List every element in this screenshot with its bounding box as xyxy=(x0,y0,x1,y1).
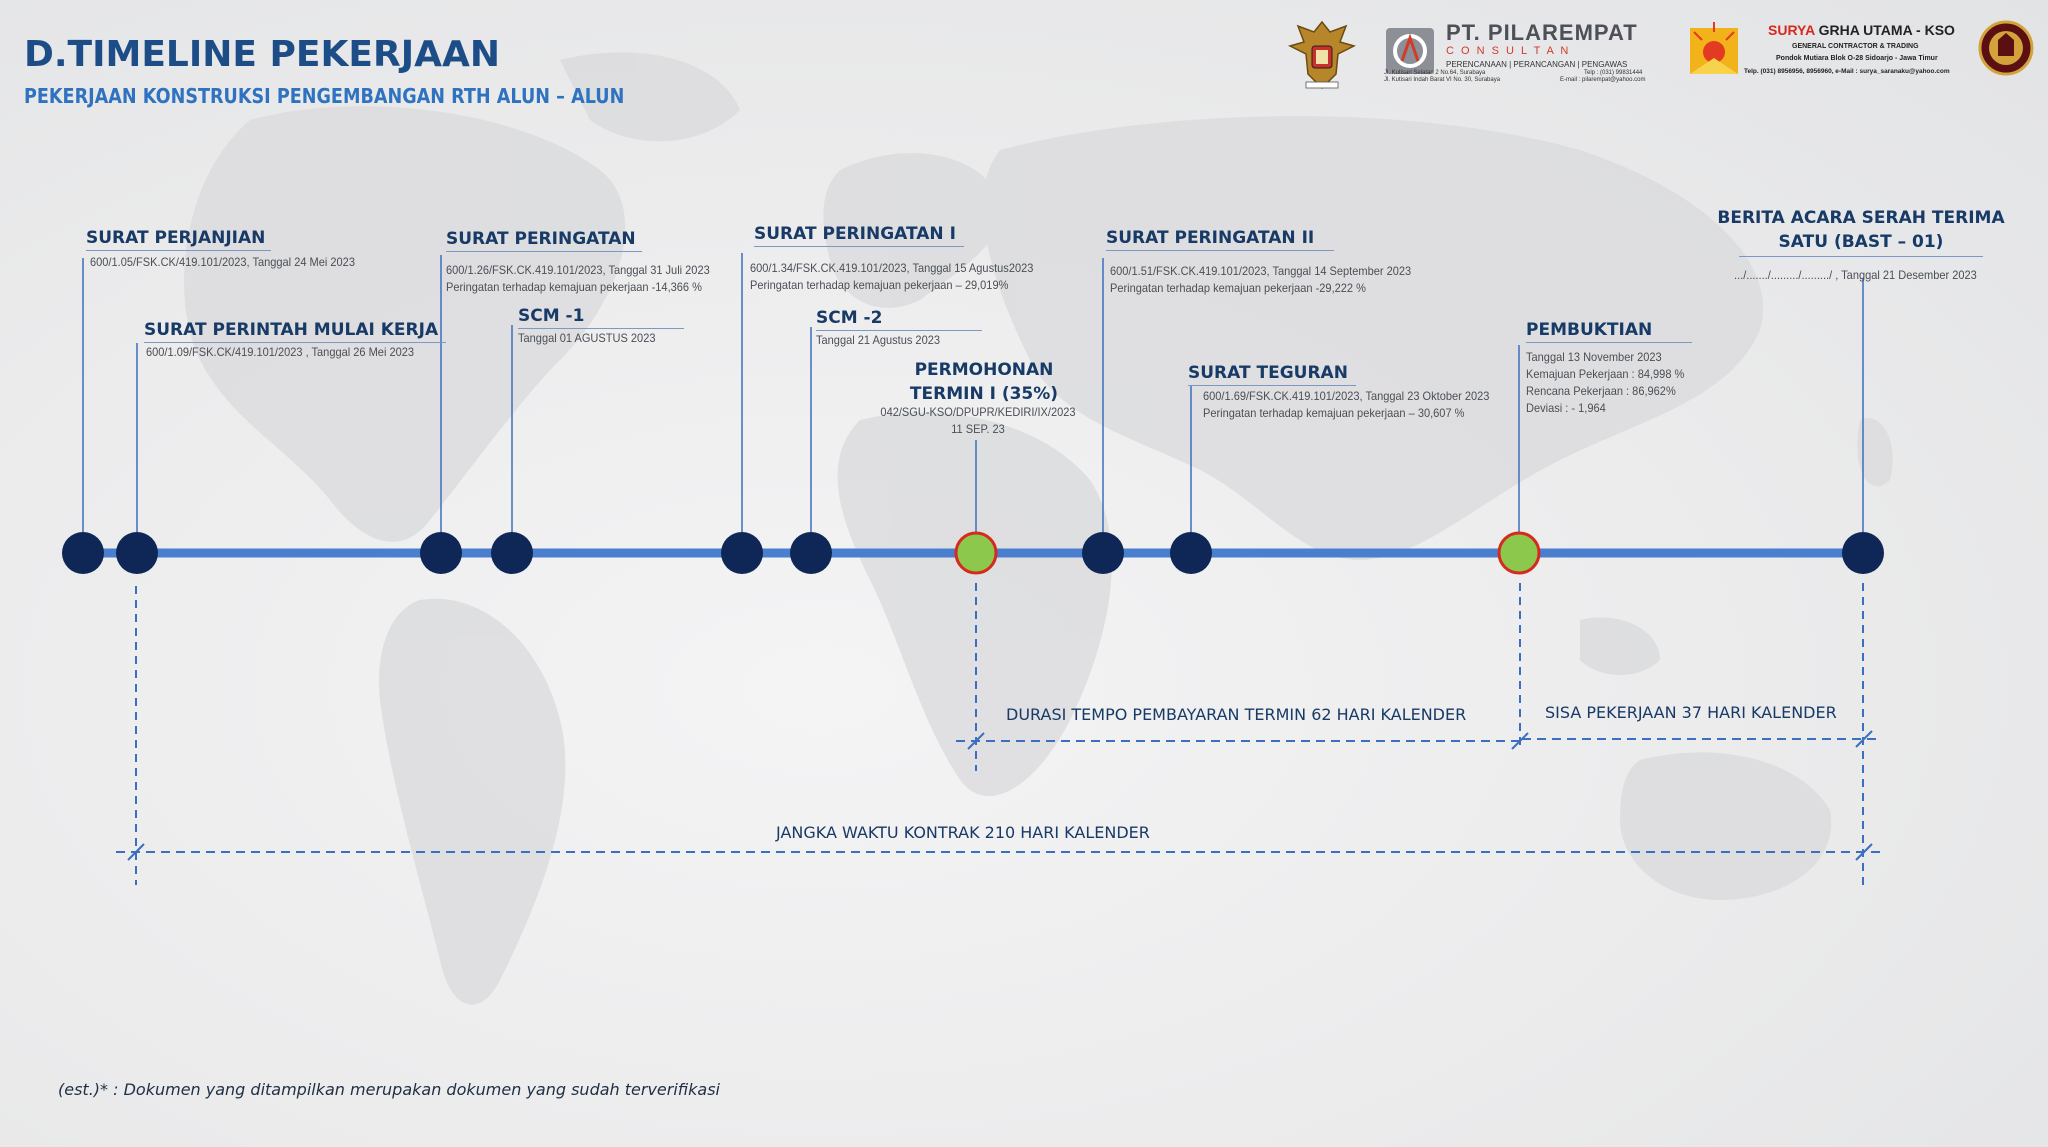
node-scm2 xyxy=(790,532,832,574)
event-10-title: PEMBUKTIAN xyxy=(1526,320,1692,343)
span-termin-label: DURASI TEMPO PEMBAYARAN TERMIN 62 HARI KALENDER xyxy=(1006,705,1467,724)
event-10-detail-2: Kemajuan Pekerjaan : 84,998 % xyxy=(1526,367,1685,381)
event-9-title: SURAT TEGURAN xyxy=(1188,363,1356,386)
surya-line1: GENERAL CONTRACTOR & TRADING xyxy=(1792,43,1919,50)
event-5-detail-1: 600/1.34/FSK.CK.419.101/2023, Tanggal 15 Agustus2023 xyxy=(750,261,1034,275)
page-subtitle: PEKERJAAN KONSTRUKSI PENGEMBANGAN RTH ALUN – ALUN xyxy=(24,84,625,108)
event-9-detail-1: 600/1.69/FSK.CK.419.101/2023, Tanggal 23 Oktober 2023 xyxy=(1203,389,1490,403)
event-3-detail-2: Peringatan terhadap kemajuan pekerjaan -14,366 % xyxy=(446,280,702,294)
event-11-detail: .../......./........./........./ , Tanggal 21 Desember 2023 xyxy=(1734,268,1977,282)
event-1-title: SURAT PERJANJIAN xyxy=(86,228,271,251)
node-perjanjian xyxy=(62,532,104,574)
node-spmk xyxy=(116,532,158,574)
footnote: (est.)* : Dokumen yang ditampilkan merupakan dokumen yang sudah terverifikasi xyxy=(58,1080,720,1099)
event-1-detail: 600/1.05/FSK.CK/419.101/2023, Tanggal 24 Mei 2023 xyxy=(90,255,355,269)
node-termin xyxy=(956,533,996,573)
node-peringatan-i xyxy=(721,532,763,574)
pt-email: E-mail : pilarempat@yahoo.com xyxy=(1560,77,1646,83)
node-bast xyxy=(1842,532,1884,574)
event-5-title: SURAT PERINGATAN I xyxy=(754,224,964,247)
node-peringatan xyxy=(420,532,462,574)
event-9-detail-2: Peringatan terhadap kemajuan pekerjaan – 30,607 % xyxy=(1203,406,1465,420)
pt-sub: C O N S U L T A N xyxy=(1446,45,1571,57)
event-7-title xyxy=(884,358,1084,406)
pt-name: PT. PILAREMPAT xyxy=(1446,20,1638,45)
tick-termin-start xyxy=(968,733,984,749)
node-scm1 xyxy=(491,532,533,574)
event-7-title-line-2: TERMIN I (35%) xyxy=(909,384,1059,404)
event-10-detail-3: Rencana Pekerjaan : 86,962% xyxy=(1526,384,1676,398)
pt-services: PERENCANAAN | PERANCANGAN | PENGAWAS xyxy=(1446,60,1628,69)
pt-telp: Telp : (031) 99831444 xyxy=(1584,70,1643,76)
span-sisa-label: SISA PEKERJAAN 37 HARI KALENDER xyxy=(1545,703,1837,722)
event-3-title: SURAT PERINGATAN xyxy=(446,229,642,252)
event-11-title-line-1: BERITA ACARA SERAH TERIMA xyxy=(1717,208,2005,228)
event-5-detail-2: Peringatan terhadap kemajuan pekerjaan – 29,019% xyxy=(750,278,1009,292)
event-11-title-line-2: SATU (BAST – 01) xyxy=(1739,230,1984,257)
event-4-detail: Tanggal 01 AGUSTUS 2023 xyxy=(518,331,656,345)
event-6-detail: Tanggal 21 Agustus 2023 xyxy=(816,333,940,347)
page-title: D.TIMELINE PEKERJAAN xyxy=(24,34,500,75)
node-teguran xyxy=(1170,532,1212,574)
span-kontrak-label: JANGKA WAKTU KONTRAK 210 HARI KALENDER xyxy=(776,823,1150,842)
pt-addr2: Jl. Kutisari Indah Barat VI No. 30, Surabaya xyxy=(1384,77,1501,83)
surya-line2: Pondok Mutiara Blok O-28 Sidoarjo - Jawa Timur xyxy=(1776,55,1938,62)
event-8-detail-2: Peringatan terhadap kemajuan pekerjaan -29,222 % xyxy=(1110,281,1366,295)
event-10-detail-1: Tanggal 13 November 2023 xyxy=(1526,350,1662,364)
event-2-title: SURAT PERINTAH MULAI KERJA xyxy=(144,320,446,343)
event-11-title xyxy=(1716,206,2006,257)
event-7-detail-2: 11 SEP. 23 xyxy=(951,422,1005,436)
surya-name: SURYA GRHA UTAMA - KSO xyxy=(1768,22,1955,38)
surya-line3: Telp. (031) 8956956, 8956960, e-Mail : surya_saranaku@yahoo.com xyxy=(1744,68,1950,75)
node-peringatan-ii xyxy=(1082,532,1124,574)
event-7-detail-1: 042/SGU-KSO/DPUPR/KEDIRI/IX/2023 xyxy=(880,405,1076,419)
event-2-detail: 600/1.09/FSK.CK/419.101/2023 , Tanggal 26 Mei 2023 xyxy=(146,345,415,359)
event-6-title: SCM -2 xyxy=(816,308,982,331)
event-7-title-line-1: PERMOHONAN xyxy=(914,360,1054,380)
event-8-detail-1: 600/1.51/FSK.CK.419.101/2023, Tanggal 14 September 2023 xyxy=(1110,264,1412,278)
event-4-title: SCM -1 xyxy=(518,306,684,329)
event-8-title: SURAT PERINGATAN II xyxy=(1106,228,1334,251)
event-10-detail-4: Deviasi : - 1,964 xyxy=(1526,401,1606,415)
node-pembuktian xyxy=(1499,533,1539,573)
event-3-detail-1: 600/1.26/FSK.CK.419.101/2023, Tanggal 31 Juli 2023 xyxy=(446,263,710,277)
pt-addr1: Jl. Kutisari Selatan 2 No.64, Surabaya xyxy=(1384,70,1486,76)
